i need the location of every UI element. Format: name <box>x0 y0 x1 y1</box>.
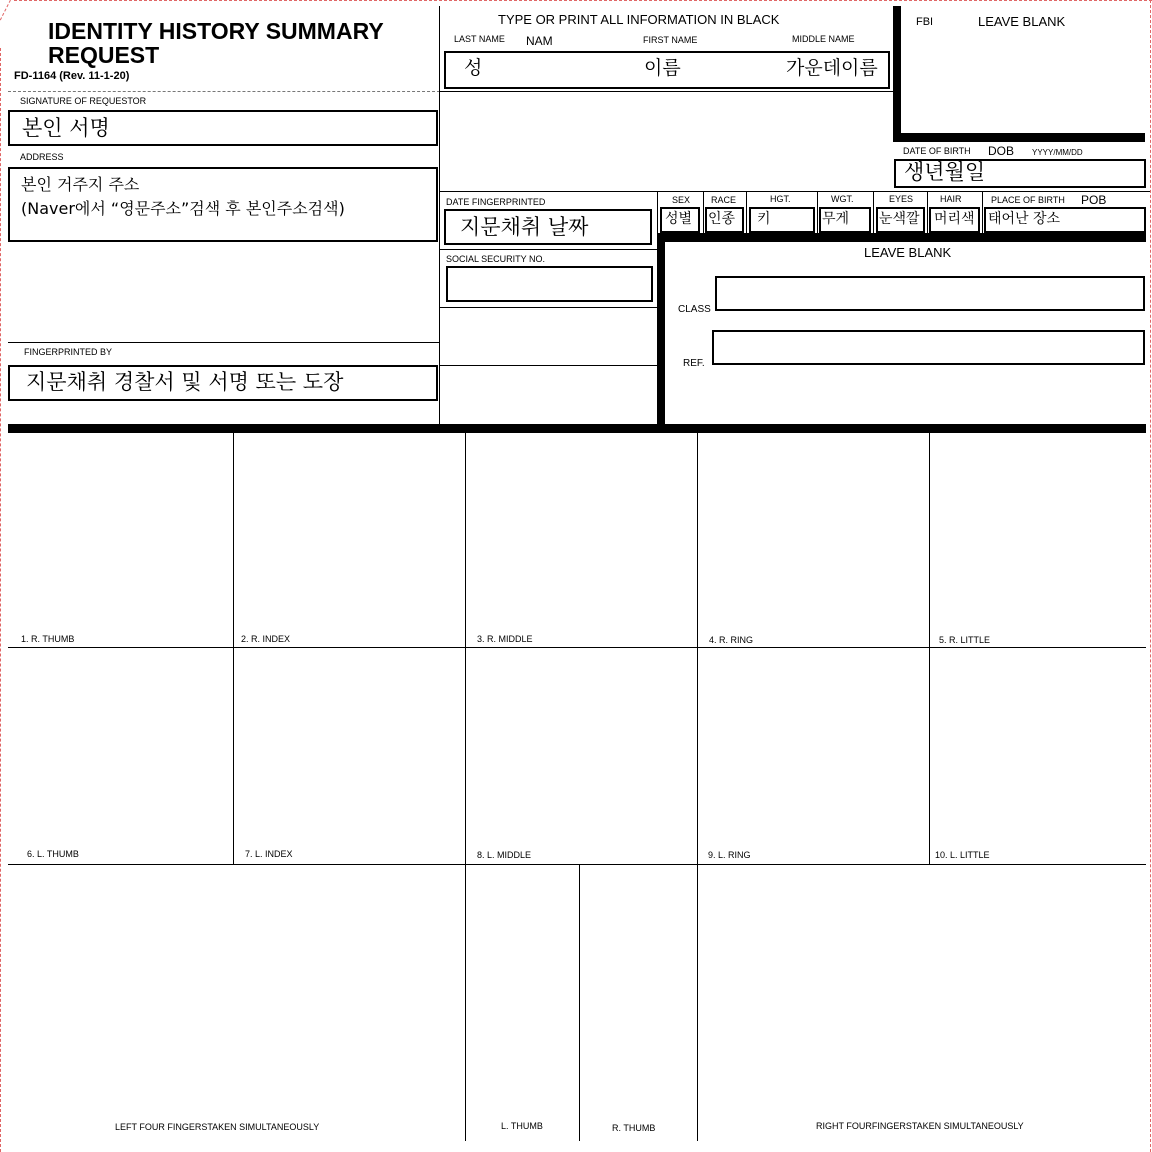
address-label: ADDRESS <box>20 152 64 162</box>
name-bottom-divider <box>440 91 894 92</box>
attr-divider-3 <box>817 191 818 235</box>
fbi-block-left-border <box>893 6 901 142</box>
print-box-r-ring[interactable] <box>698 433 929 647</box>
print-box-r-thumb[interactable] <box>9 433 233 647</box>
dob-field[interactable] <box>894 159 1146 188</box>
hair-field[interactable] <box>929 207 980 233</box>
middle-name-label: MIDDLE NAME <box>792 34 855 44</box>
print-box-r-middle[interactable] <box>466 433 697 647</box>
cut-guide-left <box>0 48 1 1152</box>
date-fingerprinted-label: DATE FINGERPRINTED <box>446 197 546 207</box>
print-label-l-middle: 8. L. MIDDLE <box>477 850 532 860</box>
pob-value: 태어난 장소 <box>988 211 1061 227</box>
eyes-field[interactable] <box>876 207 925 233</box>
ref-label: REF. <box>683 358 705 369</box>
date-fingerprinted-value: 지문채취 날짜 <box>460 215 589 239</box>
attr-divider-1 <box>703 191 704 235</box>
ref-field[interactable] <box>712 330 1145 365</box>
address-field[interactable] <box>8 167 438 242</box>
print-label-l-thumb-plain: L. THUMB <box>501 1121 543 1131</box>
fbi-block-bottom-border <box>893 133 1145 142</box>
print-label-left-four: LEFT FOUR FINGERSTAKEN SIMULTANEOUSLY <box>115 1122 320 1132</box>
form-title-line2: REQUEST <box>48 42 160 68</box>
print-label-r-thumb: 1. R. THUMB <box>21 634 75 644</box>
name-field[interactable] <box>444 51 890 89</box>
attr-divider-2 <box>746 191 747 235</box>
address-line2: (Naver에서 “영문주소”검색 후 본인주소검색) <box>21 199 345 218</box>
print-box-l-index[interactable] <box>234 648 465 864</box>
class-label: CLASS <box>678 304 711 315</box>
nam-label: NAM <box>526 34 553 48</box>
instruction-text: TYPE OR PRINT ALL INFORMATION IN BLACK <box>498 12 780 27</box>
form-number: FD-1164 (Rev. 11-1-20) <box>14 70 130 82</box>
ssn-label: SOCIAL SECURITY NO. <box>446 254 546 264</box>
sex-value: 성별 <box>665 211 693 227</box>
dob-label: DATE OF BIRTH <box>903 146 971 156</box>
print-label-r-thumb-plain: R. THUMB <box>612 1123 656 1133</box>
left-column-divider <box>439 6 440 424</box>
attributes-top-divider <box>440 191 1150 192</box>
first-name-label: FIRST NAME <box>643 35 698 45</box>
ssn-bottom-divider <box>440 307 658 308</box>
last-name-label: LAST NAME <box>454 34 505 44</box>
title-divider <box>8 91 440 92</box>
attr-divider-6 <box>982 191 983 235</box>
cut-guide-right <box>1150 0 1151 1152</box>
print-box-right-four[interactable] <box>698 865 1146 1141</box>
print-label-r-index: 2. R. INDEX <box>241 634 291 644</box>
first-name-value: 이름 <box>644 57 681 79</box>
print-label-right-four: RIGHT FOURFINGERSTAKEN SIMULTANEOUSLY <box>816 1121 1024 1131</box>
hgt-value: 키 <box>757 211 771 227</box>
dob-format: YYYY/MM/DD <box>1032 148 1083 157</box>
leave-blank-top-border <box>657 233 1146 242</box>
fingerprinted-by-value: 지문채취 경찰서 및 서명 또는 도장 <box>26 370 344 394</box>
print-box-l-thumb-plain[interactable] <box>466 865 579 1141</box>
pob-field[interactable] <box>984 207 1146 233</box>
signature-label: SIGNATURE OF REQUESTOR <box>20 96 147 106</box>
center-lower-divider <box>440 365 658 366</box>
fbi-label: FBI <box>916 16 934 28</box>
print-box-r-index[interactable] <box>234 433 465 647</box>
pob-code: POB <box>1081 193 1107 207</box>
race-value: 인종 <box>708 211 736 227</box>
dob-value: 생년월일 <box>904 160 986 184</box>
address-line1: 본인 거주지 주소 <box>21 175 140 194</box>
wgt-value: 무게 <box>822 211 850 227</box>
wgt-field[interactable] <box>819 207 871 233</box>
fingerprinted-by-label: FINGERPRINTED BY <box>24 347 113 357</box>
print-box-r-thumb-plain[interactable] <box>580 865 697 1141</box>
print-label-l-little: 10. L. LITTLE <box>935 850 990 860</box>
print-box-left-four[interactable] <box>9 865 465 1141</box>
ssn-field[interactable] <box>446 266 653 302</box>
hgt-label: HGT. <box>770 194 791 204</box>
eyes-label: EYES <box>889 194 914 204</box>
cut-guide-corner <box>0 0 22 25</box>
print-box-l-thumb[interactable] <box>9 648 233 864</box>
hgt-field[interactable] <box>749 207 815 233</box>
fingerprint-area-top-border <box>8 424 1146 433</box>
print-box-l-little[interactable] <box>930 648 1146 864</box>
print-label-l-ring: 9. L. RING <box>708 850 751 860</box>
sex-field[interactable] <box>660 207 700 233</box>
print-label-r-middle: 3. R. MIDDLE <box>477 634 533 644</box>
signature-field[interactable] <box>8 110 438 146</box>
print-box-r-little[interactable] <box>930 433 1146 647</box>
wgt-label: WGT. <box>831 194 854 204</box>
leave-blank-left-border <box>657 233 665 427</box>
pob-label: PLACE OF BIRTH <box>991 195 1065 205</box>
print-label-l-thumb: 6. L. THUMB <box>27 849 79 859</box>
print-box-l-ring[interactable] <box>698 648 929 864</box>
sex-label: SEX <box>672 195 691 205</box>
dob-code: DOB <box>988 144 1015 158</box>
leave-blank-title: LEAVE BLANK <box>864 245 952 260</box>
print-label-r-little: 5. R. LITTLE <box>939 635 991 645</box>
fingerprinted-by-divider <box>8 342 439 343</box>
attr-divider-4 <box>873 191 874 235</box>
middle-name-value: 가운데이름 <box>786 57 878 79</box>
ssn-top-divider <box>440 249 658 250</box>
fbi-leave-blank: LEAVE BLANK <box>978 14 1066 29</box>
signature-value: 본인 서명 <box>22 116 110 140</box>
form-title-line1: IDENTITY HISTORY SUMMARY <box>48 18 384 44</box>
hair-value: 머리색 <box>934 211 975 227</box>
race-field[interactable] <box>705 207 744 233</box>
last-name-value: 성 <box>464 57 483 79</box>
attr-divider-5 <box>927 191 928 235</box>
print-label-l-index: 7. L. INDEX <box>245 849 293 859</box>
race-label: RACE <box>711 195 737 205</box>
cut-guide-top <box>14 0 1152 1</box>
eyes-value: 눈색깔 <box>879 211 920 227</box>
fingerprinted-by-field[interactable] <box>8 365 438 401</box>
print-label-r-ring: 4. R. RING <box>709 635 754 645</box>
print-box-l-middle[interactable] <box>466 648 697 864</box>
class-field[interactable] <box>715 276 1145 311</box>
date-fingerprinted-field[interactable] <box>444 209 652 245</box>
hair-label: HAIR <box>940 194 962 204</box>
